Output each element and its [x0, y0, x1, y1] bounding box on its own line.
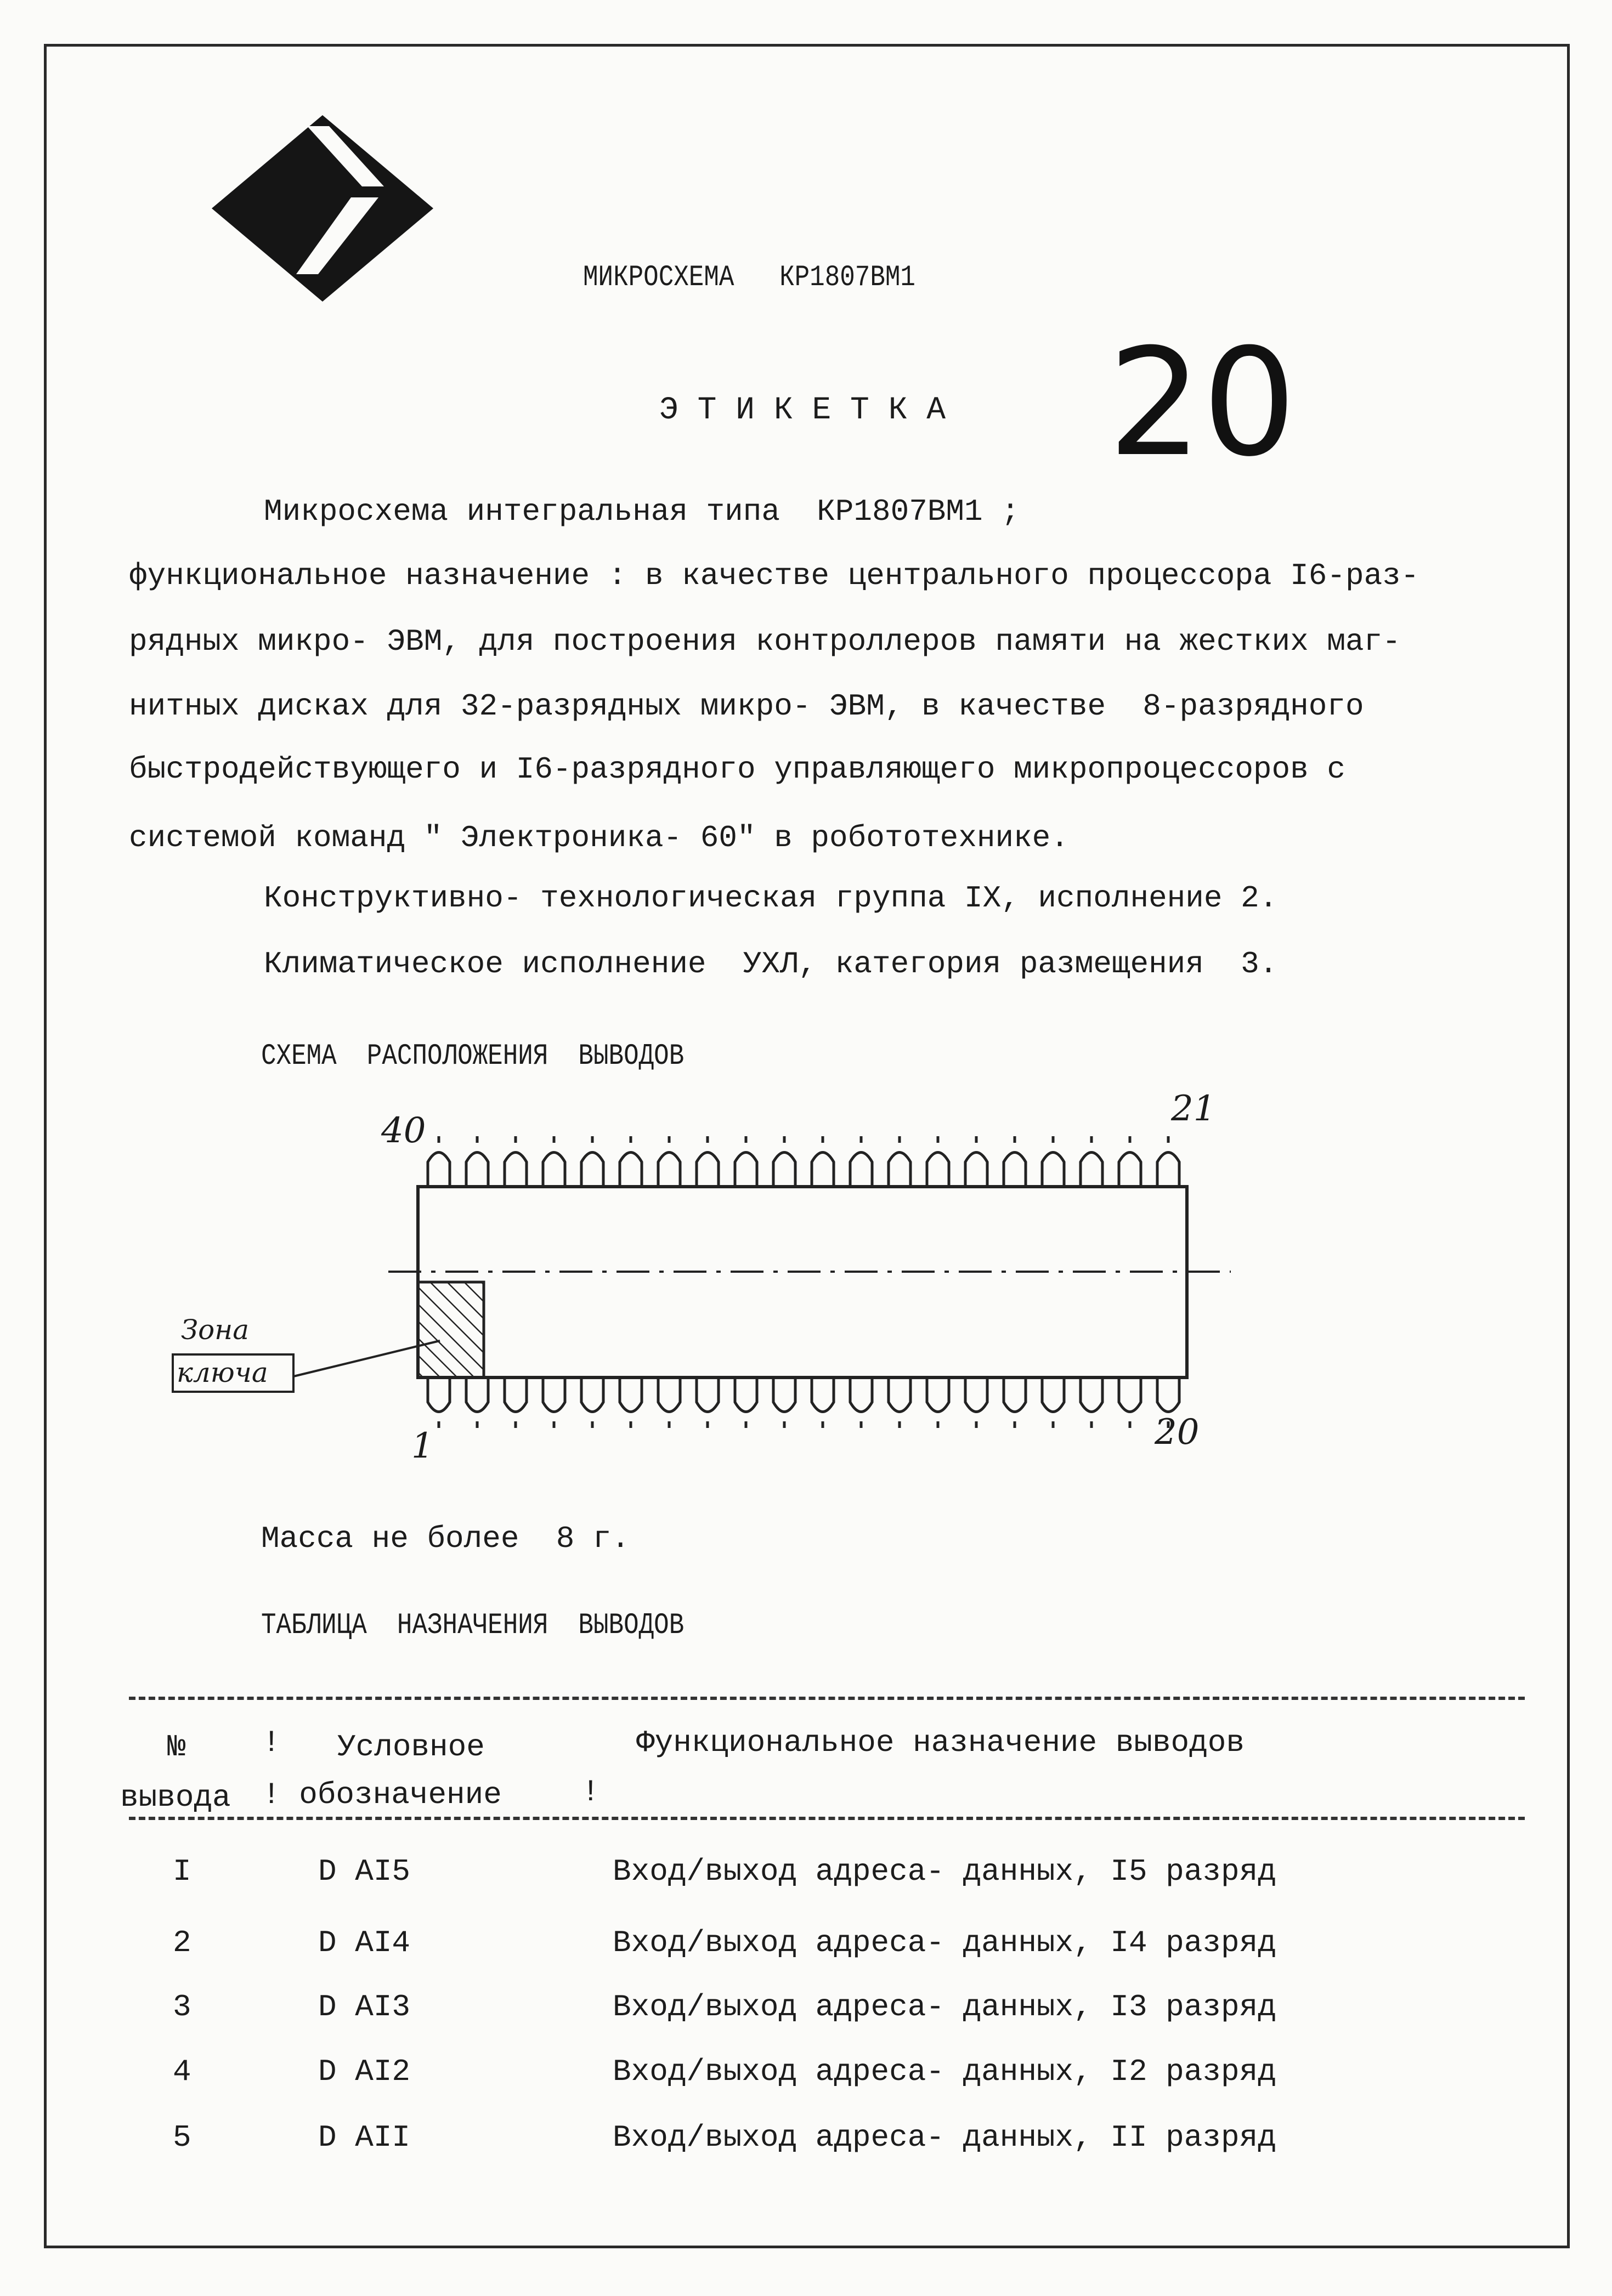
key-zone-label: Зона: [181, 1314, 249, 1346]
pin-top: [965, 1136, 987, 1187]
table-heading: ТАБЛИЦА НАЗНАЧЕНИЯ ВЫВОДОВ: [261, 1609, 685, 1642]
label-heading: Э Т И К Е Т К А: [659, 393, 946, 428]
col-header-symbol: Условное: [337, 1730, 485, 1765]
pin-label-21: 21: [1171, 1089, 1216, 1129]
pin-top: [1004, 1136, 1026, 1187]
pin-bottom: [428, 1377, 450, 1428]
pin-top: [505, 1136, 527, 1187]
pin-bottom: [1119, 1377, 1141, 1428]
pin-top: [1081, 1136, 1102, 1187]
body-line: функциональное назначение : в качестве центрального процессора I6-раз-: [129, 558, 1419, 593]
body-line: быстродействующего и I6-разрядного управляющего микропроцессоров с: [129, 752, 1345, 787]
col-header-function: Функциональное назначение выводов: [636, 1725, 1245, 1760]
pin-label-1: 1: [411, 1426, 434, 1466]
table-cell-func: Вход/выход адреса- данных, I3 разряд: [613, 1989, 1276, 2025]
pin-top: [466, 1136, 488, 1187]
pin-bottom: [1042, 1377, 1064, 1428]
body-line: системой команд " Электроника- 60" в робототехнике.: [129, 820, 1069, 855]
body-line: Конструктивно- технологическая группа IX, исполнение 2.: [264, 881, 1278, 916]
pin-top: [927, 1136, 949, 1187]
table-cell-no: 4: [173, 2054, 191, 2089]
table-cell-sym: D AI2: [318, 2054, 411, 2089]
table-cell-func: Вход/выход адреса- данных, II разряд: [613, 2120, 1276, 2155]
pin-bottom: [927, 1377, 949, 1428]
col-separator: !: [262, 1725, 281, 1760]
pin-bottom: [889, 1377, 910, 1428]
pin-top: [428, 1136, 450, 1187]
pin-bottom: [850, 1377, 872, 1428]
key-zone: [418, 1282, 484, 1377]
pin-bottom: [581, 1377, 603, 1428]
pin-bottom: [466, 1377, 488, 1428]
pin-top: [1157, 1136, 1179, 1187]
pin-top: [850, 1136, 872, 1187]
pin-top: [1042, 1136, 1064, 1187]
table-cell-no: 2: [173, 1925, 191, 1960]
col-header-symbol: ! обозначение: [262, 1777, 502, 1812]
pin-top: [581, 1136, 603, 1187]
table-cell-sym: D AI4: [318, 1925, 411, 1960]
table-divider: [129, 1697, 1525, 1700]
mass-text: Масса не более 8 г.: [261, 1521, 630, 1556]
body-line: Климатическое исполнение УХЛ, категория размещения 3.: [264, 946, 1278, 982]
pin-label-40: 40: [381, 1110, 426, 1151]
pin-bottom: [658, 1377, 680, 1428]
table-cell-func: Вход/выход адреса- данных, I5 разряд: [613, 1854, 1276, 1889]
table-cell-sym: D AI3: [318, 1989, 411, 2025]
pin-bottom: [735, 1377, 757, 1428]
table-cell-func: Вход/выход адреса- данных, I2 разряд: [613, 2054, 1276, 2089]
col-separator: !: [581, 1775, 600, 1810]
pin-top: [735, 1136, 757, 1187]
pin-bottom: [965, 1377, 987, 1428]
key-zone-label: ключа: [177, 1357, 268, 1388]
handwritten-number: 20: [1108, 316, 1297, 489]
pin-top: [697, 1136, 719, 1187]
pin-top: [812, 1136, 834, 1187]
doc-title: МИКРОСХЕМА КР1807ВМ1: [583, 261, 915, 294]
pin-bottom: [1081, 1377, 1102, 1428]
table-cell-no: 3: [173, 1989, 191, 2025]
body-line: нитных дисках для 32-разрядных микро- ЭВМ, в качестве 8-разрядного: [129, 689, 1364, 724]
pin-bottom: [505, 1377, 527, 1428]
pin-top: [773, 1136, 795, 1187]
pin-top: [620, 1136, 642, 1187]
logo: [212, 115, 433, 302]
pinout-heading: СХЕМА РАСПОЛОЖЕНИЯ ВЫВОДОВ: [261, 1040, 685, 1073]
pin-bottom: [620, 1377, 642, 1428]
pin-top: [889, 1136, 910, 1187]
table-cell-no: 5: [173, 2120, 191, 2155]
pin-bottom: [773, 1377, 795, 1428]
col-header-no: №: [167, 1730, 186, 1765]
table-divider: [129, 1817, 1525, 1820]
pin-bottom: [543, 1377, 565, 1428]
chip-diagram: [173, 1136, 1231, 1428]
pin-top: [658, 1136, 680, 1187]
chip-body: [418, 1187, 1187, 1377]
pin-top: [1119, 1136, 1141, 1187]
pin-top: [543, 1136, 565, 1187]
body-line: рядных микро- ЭВМ, для построения контроллеров памяти на жестких маг-: [129, 624, 1401, 659]
table-cell-func: Вход/выход адреса- данных, I4 разряд: [613, 1925, 1276, 1960]
pin-bottom: [1004, 1377, 1026, 1428]
table-cell-sym: D AI5: [318, 1854, 411, 1889]
pin-bottom: [812, 1377, 834, 1428]
body-line: Микросхема интегральная типа КР1807ВМ1 ;: [264, 494, 1020, 529]
pin-bottom: [697, 1377, 719, 1428]
table-cell-no: I: [173, 1854, 191, 1889]
col-header-no: вывода: [120, 1780, 231, 1815]
pin-label-20: 20: [1155, 1412, 1200, 1453]
table-cell-sym: D AII: [318, 2120, 411, 2155]
